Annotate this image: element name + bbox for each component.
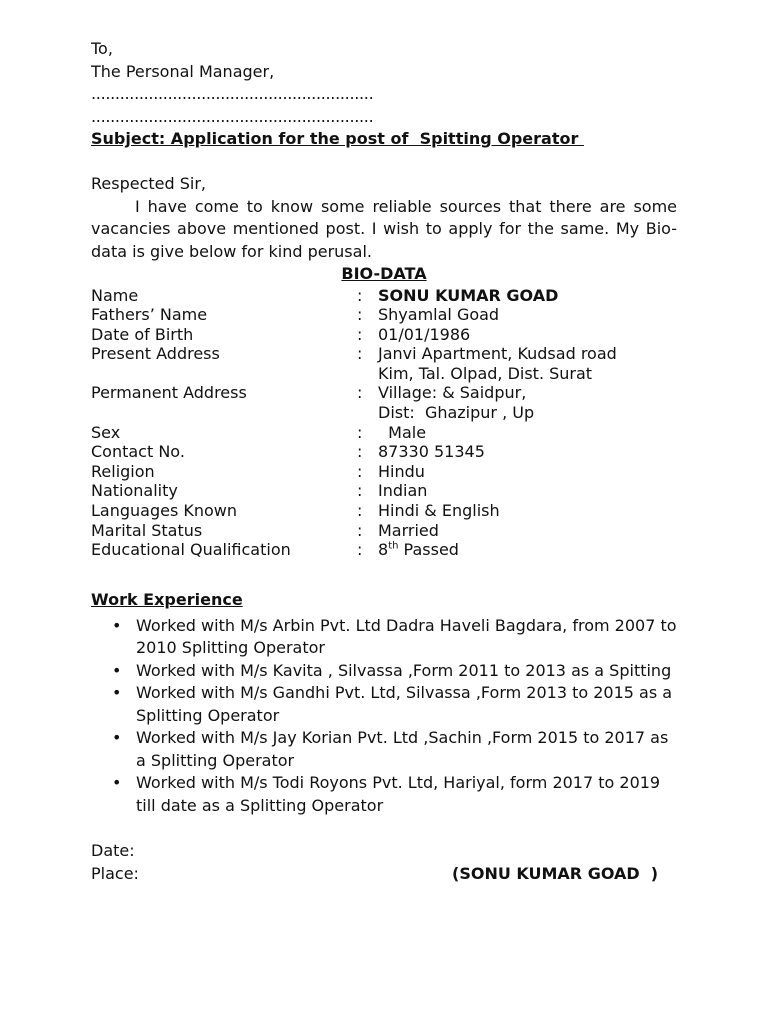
biodata-value [378,383,677,422]
biodata-value-line: Hindi & English [378,501,500,521]
biodata-value-line: Indian [378,481,428,501]
biodata-value [378,442,677,462]
work-experience-text: Worked with M/s Jay Korian Pvt. Ltd ,Sachin ,Form 2015 to 2017 as a Splitting Operator [136,728,669,770]
biodata-value [378,344,677,383]
biodata-value [378,521,677,541]
bullet-icon: • [112,615,122,635]
biodata-value-line: Married [378,520,439,540]
biodata-colon: : [357,305,363,325]
biodata-value-line: 01/01/1986 [378,324,471,344]
biodata-row [91,442,677,462]
biodata-label: Marital Status [91,520,203,540]
biodata-value [378,286,677,306]
biodata-label: Religion [91,461,155,481]
biodata-colon: : [357,422,363,442]
biodata-label: Fathers’ Name [91,305,208,325]
biodata-value-line-2: Dist: Ghazipur , Up [378,403,535,423]
biodata-label: Present Address [91,344,220,364]
date-label: Date: [91,841,135,861]
blank-line [91,151,677,174]
work-experience-list [91,615,677,818]
biodata-row [91,305,677,325]
address-dots-2: ........................................................... [91,106,374,126]
biodata-colon: : [357,461,363,481]
to-line: To, [91,39,113,58]
biodata-colon: : [357,540,363,560]
biodata-colon: : [357,501,363,521]
bullet-icon: • [112,660,122,680]
biodata-colon: : [357,520,363,540]
work-experience-text: Worked with M/s Kavita , Silvassa ,Form 2011 to 2013 as a Spitting [136,660,672,680]
biodata-row [91,540,677,560]
biodata-row [91,521,677,541]
subject-line: Subject: Application for the post of Spitting Operator [91,129,584,148]
biodata-label: Sex [91,422,121,442]
biodata-value [378,423,677,443]
biodata-row [91,501,677,521]
biodata-title: BIO-DATA [341,264,427,283]
biodata-value [378,501,677,521]
biodata-row [91,462,677,482]
signature: (SONU KUMAR GOAD ) [452,863,659,883]
biodata-value-line: Hindu [378,461,425,481]
biodata-label: Date of Birth [91,324,194,344]
biodata-table [91,286,677,560]
biodata-value-line: Male [378,422,427,442]
biodata-label: Permanent Address [91,383,247,403]
biodata-value-line: SONU KUMAR GOAD [378,285,559,305]
biodata-row [91,325,677,345]
work-experience-item [91,660,677,683]
biodata-value [378,462,677,482]
address-dots-1: ........................................................... [91,84,374,103]
biodata-value-rest: Passed [398,540,459,560]
document-page [91,38,677,885]
letter-body-text: I have come to know some reliable sources that there are some vacancies above mentioned post. I wish to apply for the same. My Bio-data is give below for kind perusal. [91,196,677,261]
biodata-row [91,383,677,422]
work-experience-title: Work Experience [91,589,243,609]
biodata-value-line: 87330 51345 [378,442,485,462]
biodata-label: Contact No. [91,442,185,462]
biodata-value [378,481,677,501]
biodata-colon: : [357,481,363,501]
biodata-row [91,344,677,383]
bullet-icon: • [112,683,122,703]
biodata-value [378,325,677,345]
biodata-value-line: Shyamlal Goad [378,305,500,325]
recipient-line: The Personal Manager, [91,61,275,81]
salutation: Respected Sir, [91,174,206,193]
work-experience-text: Worked with M/s Arbin Pvt. Ltd Dadra Haveli Bagdara, from 2007 to 2010 Splitting Operator [136,615,677,658]
work-experience-item [91,727,677,772]
biodata-value-main: 8 [378,540,389,560]
biodata-colon: : [357,344,363,364]
work-experience-text: Worked with M/s Gandhi Pvt. Ltd, Silvassa ,Form 2013 to 2015 as a Splitting Operator [136,683,673,725]
biodata-colon: : [357,324,363,344]
place-row [91,863,677,886]
letter-body [91,196,677,264]
place-label: Place: [91,863,139,883]
biodata-value-line-2: Kim, Tal. Olpad, Dist. Surat [378,363,593,383]
work-experience-item [91,772,677,817]
biodata-colon: : [357,383,363,403]
biodata-value [378,540,677,560]
biodata-row [91,286,677,306]
biodata-value-superscript: th [388,540,399,552]
biodata-value-line: Janvi Apartment, Kudsad road [378,344,617,364]
biodata-colon: : [357,285,363,305]
bullet-icon: • [112,728,122,748]
biodata-colon: : [357,442,363,462]
biodata-value-line: Village: & Saidpur, [378,383,527,403]
work-experience-item [91,682,677,727]
biodata-label: Nationality [91,481,178,501]
work-experience-item [91,615,677,660]
biodata-label: Name [91,285,139,305]
work-experience-text: Worked with M/s Todi Royons Pvt. Ltd, Hariyal, form 2017 to 2019 till date as a Splitting Operator [136,773,661,815]
biodata-value [378,305,677,325]
biodata-label: Languages Known [91,501,238,521]
footer [91,840,677,885]
biodata-label: Educational Qualification [91,540,291,560]
biodata-row [91,423,677,443]
biodata-row [91,481,677,501]
bullet-icon: • [112,773,122,793]
